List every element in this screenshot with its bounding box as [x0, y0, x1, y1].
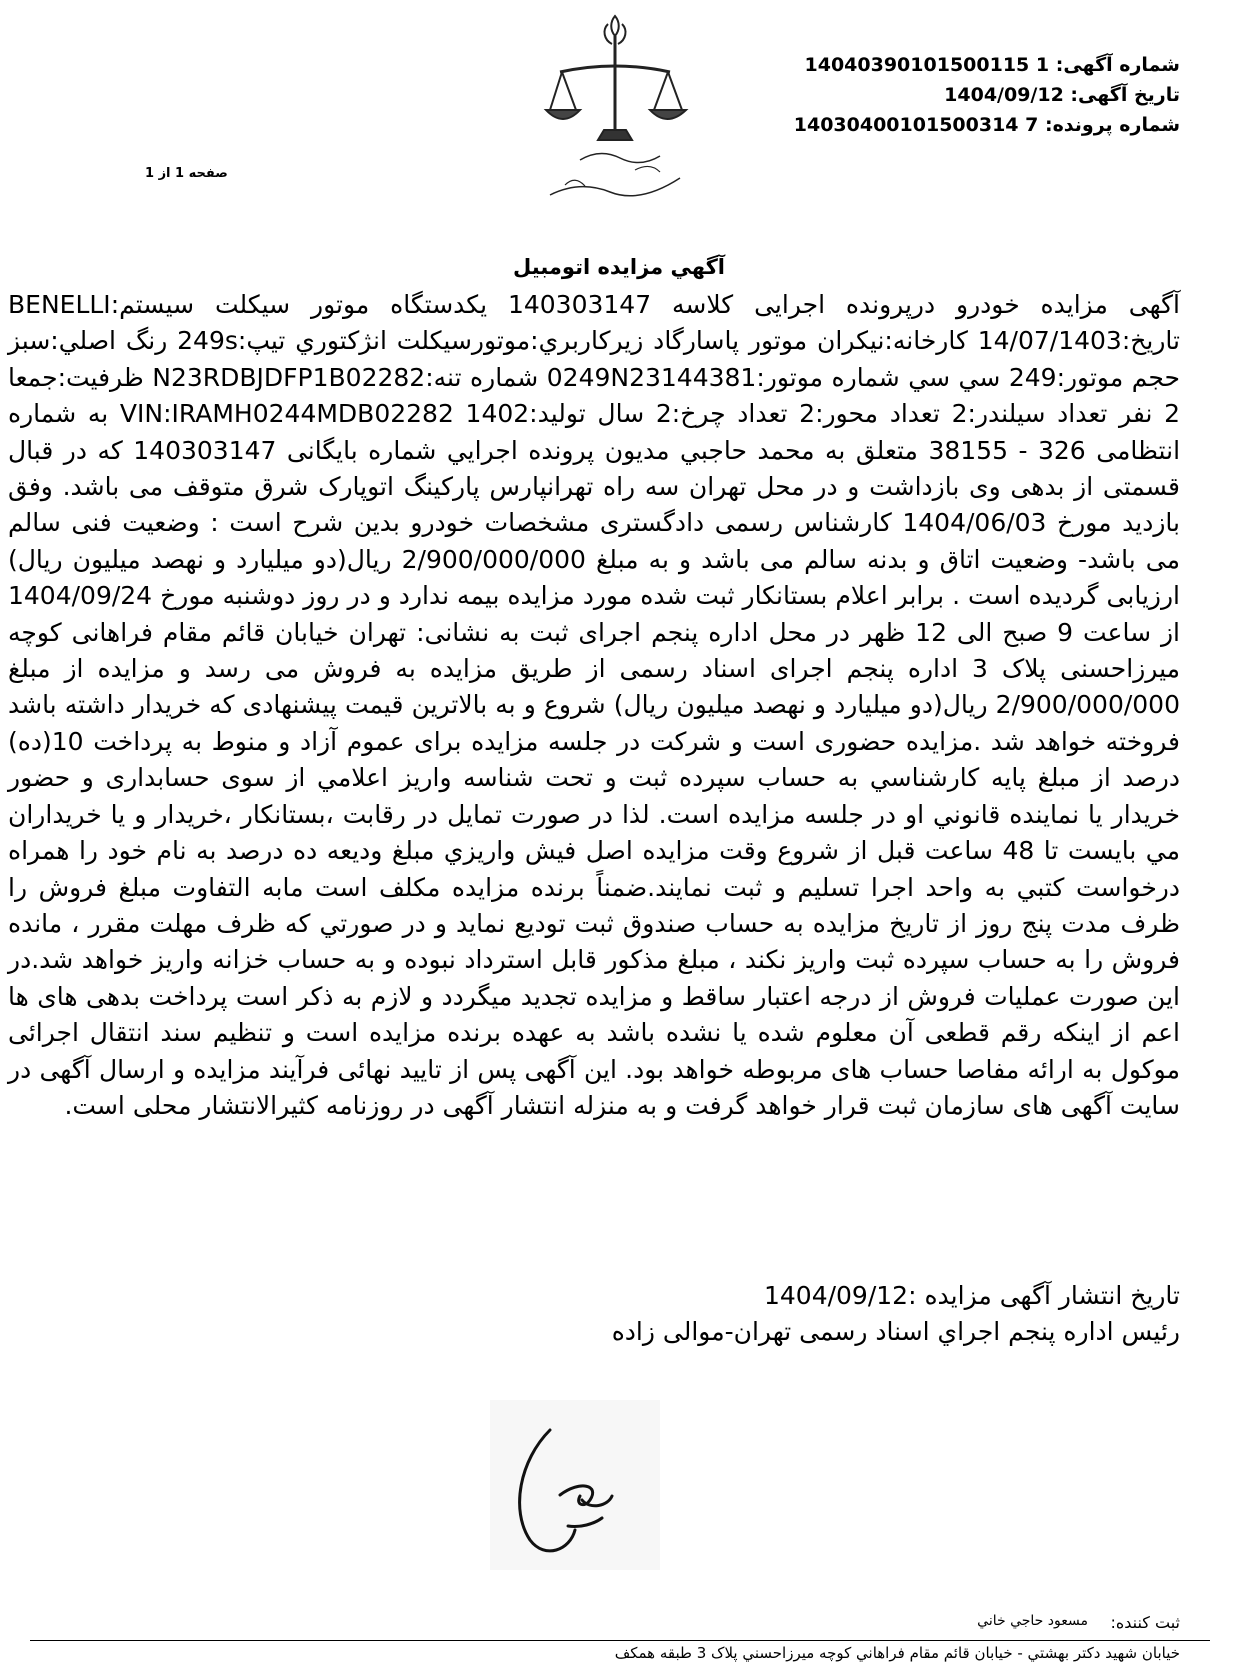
page-number: صفحه 1 از 1 — [145, 166, 228, 181]
case-number-row — [794, 110, 1180, 140]
document-title: آگهي مزايده اتومبيل — [513, 255, 725, 279]
publication-label: تاریخ انتشار آگهی مزایده : — [908, 1281, 1180, 1310]
notice-date-row — [794, 80, 1180, 110]
footer-divider — [30, 1640, 1210, 1641]
notice-number-value: 14040390101500115 1 — [804, 54, 1050, 76]
notice-date-value: 1404/09/12 — [944, 84, 1064, 106]
notice-number-row — [794, 50, 1180, 80]
handwritten-signature-icon — [490, 1400, 660, 1570]
registrar-label: ثبت کننده: — [1110, 1613, 1180, 1632]
judiciary-scales-emblem-icon — [540, 10, 690, 210]
issuer: رئیس اداره پنجم اجراي اسناد رسمی تهران-موالی زاده — [611, 1317, 1180, 1346]
notice-body: آگهی مزایده خودرو درپرونده اجرایی کلاسه 140303147 یکدستگاه موتور سیکلت سیستم:BENELLI تاریخ:14/07/1403 کارخانه:نیکران موتور پاسارگاد زیرکاربري:موتورسیکلت انژکتوري تیپ:249s رنگ اصلي:سبز حجم موتور:249 سي سي شماره موتور:0249N23144381 شماره تنه:N23RDBJDFP1B02282 ظرفیت:جمعا 2 نفر تعداد سیلندر:2 تعداد محور:2 تعداد چرخ:2 سال تولید:1402 VIN:IRAMH0244MDB02282 به شماره انتظامی 326 - 38155 متعلق به محمد حاجبي مدیون پرونده اجرایي شماره بایگانی 140303147 که در قبال قسمتی از بدهی وی بازداشت و در محل تهران سه راه تهرانپارس پارکینگ اتوپارک شرق متوقف می باشد. وفق بازدید مورخ 1404/06/03 کارشناس رسمی دادگستری مشخصات خودرو بدین شرح است : وضعیت فنی سالم می باشد- وضعیت اتاق و بدنه سالم می باشد و به مبلغ 2/900/000/000 ریال(دو میلیارد و نهصد میلیون ریال) ارزیابی گردیده است . برابر اعلام بستانکار ثبت شده مورد مزایده بیمه ندارد و در روز دوشنبه مورخ 1404/09/24 از ساعت 9 صبح الی 12 ظهر در محل اداره پنجم اجرای ثبت به نشانی: تهران خیابان قائم مقام فراهانی کوچه میرزاحسنی پلاک 3 اداره پنجم اجرای اسناد رسمی از طریق مزایده به فروش می رسد و مزایده از مبلغ 2/900/000/000 ریال(دو میلیارد و نهصد میلیون ریال) شروع و به بالاترین قیمت پیشنهادی که خریدار داشته باشد فروخته خواهد شد .مزایده حضوری است و شرکت در جلسه مزایده برای عموم آزاد و منوط به پرداخت 10(ده) درصد از مبلغ پايه کارشناسي به حساب سپرده ثبت و تحت شناسه واریز اعلامي از سوی حسابداری و حضور خریدار یا نماینده قانوني او در جلسه مزایده است. لذا در صورت تمایل در رقابت ،بستانکار ،خریدار و یا خریداران مي بایست تا 48 ساعت قبل از شروع وقت مزایده اصل فیش واریزي مبلغ ودیعه ده درصد به نام خود را همراه درخواست کتبي به واحد اجرا تسلیم و ثبت نمایند.ضمناً برنده مزایده مکلف است مابه التفاوت مبلغ فروش را ظرف مدت پنج روز از تاریخ مزایده به حساب صندوق ثبت تودیع نماید و در صورتي که ظرف مهلت مقرر ، مانده فروش را به حساب سپرده ثبت واریز نکند ، مبلغ مذکور قابل استرداد نبوده و به حساب خزانه واریز خواهد شد.در این صورت عملیات فروش از درجه اعتبار ساقط و مزایده تجدید میگردد و لازم به ذکر است پرداخت بدهی های ها اعم از اینکه رقم قطعی آن معلوم شده یا نشده باشد به عهده برنده مزایده است و تنظیم سند انتقال اجرائی موکول به ارائه مفاصا حساب های مربوطه خواهد بود. این آگهی پس از تایید نهائی فرآیند مزایده و ارسال آگهی در سایت آگهی های سازمان ثبت قرار خواهد گرفت و به منزله انتشار آگهی در روزنامه کثیرالانتشار محلی است. — [8, 290, 1181, 1120]
publication-block — [612, 1278, 1180, 1350]
notice-number-label: شماره آگهی: — [1055, 54, 1180, 76]
registrar-name: مسعود حاجي خاني — [977, 1613, 1088, 1629]
case-number-value: 14030400101500314 7 — [793, 114, 1039, 136]
publication-date: 1404/09/12 — [763, 1281, 909, 1310]
footer-address: خيابان شهيد دکتر بهشتي - خيابان قائم مقام فراهاني کوچه ميرزاحسني پلاک 3 طبقه همکف — [614, 1644, 1180, 1662]
publication-row — [612, 1278, 1180, 1314]
notice-meta — [794, 50, 1180, 140]
notice-date-label: تاریخ آگهی: — [1070, 84, 1180, 106]
case-number-label: شماره پرونده: — [1044, 114, 1180, 136]
